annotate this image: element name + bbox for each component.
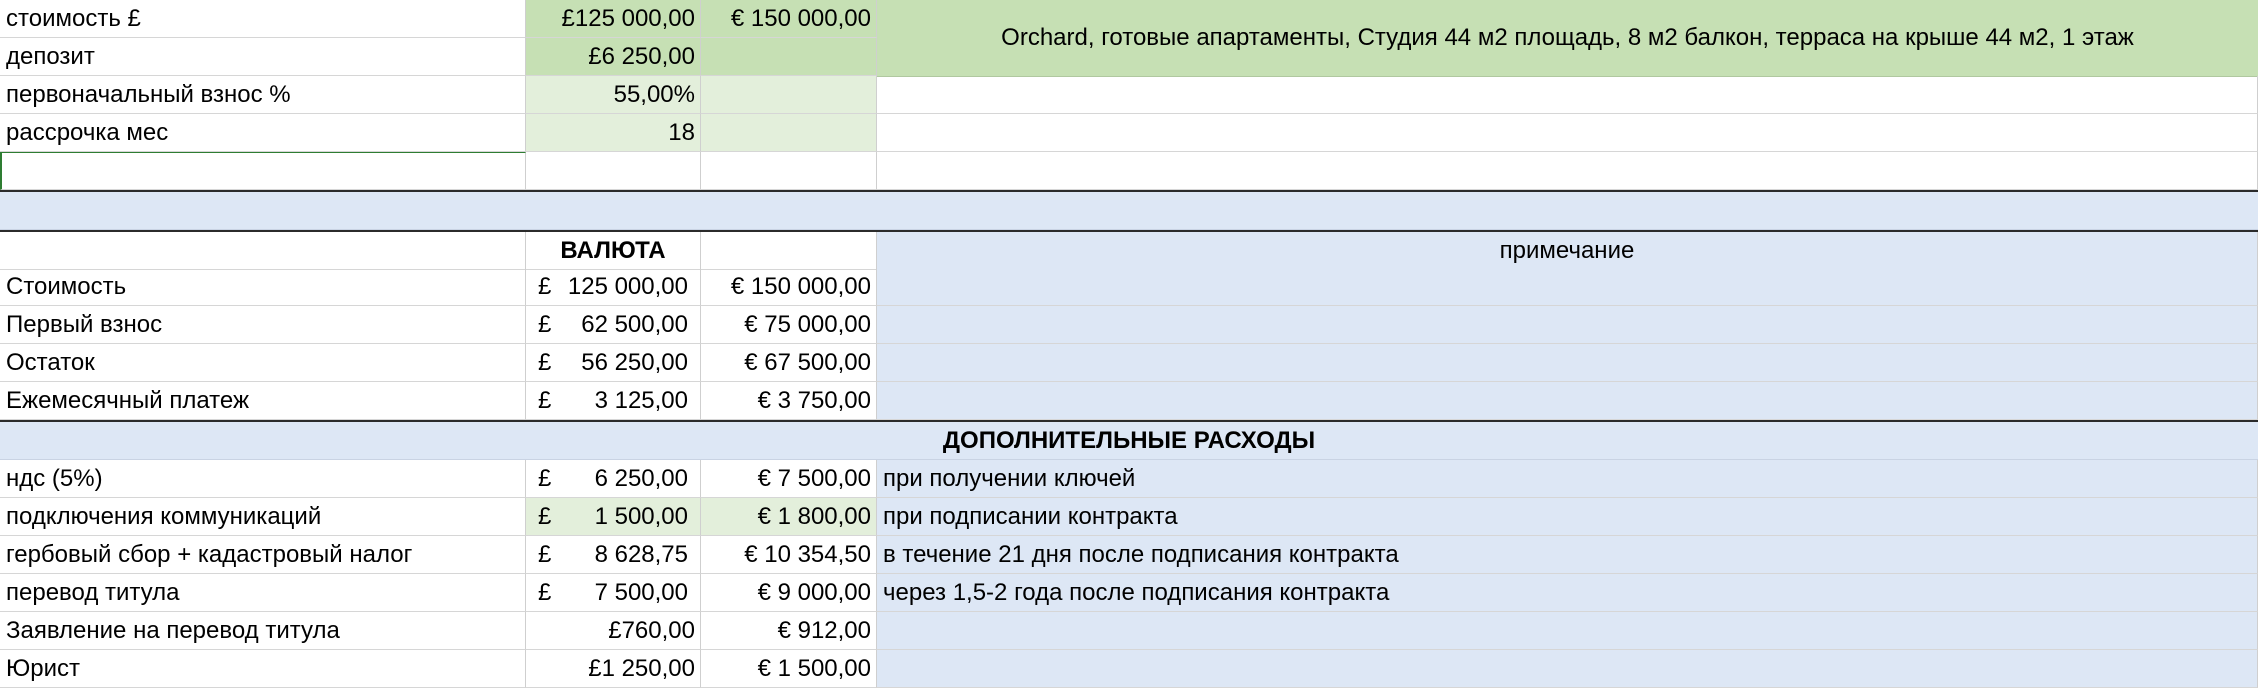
cost-eur[interactable]: € 150 000,00 (701, 0, 877, 38)
currency-symbol: £ (538, 465, 552, 492)
gbp-amount: 1 500,00 (594, 503, 688, 530)
installment-months[interactable]: 18 (526, 114, 701, 152)
eur-value[interactable]: € 912,00 (701, 612, 877, 650)
eur-value[interactable]: € 7 500,00 (701, 460, 877, 498)
gbp-amount: 6 250,00 (594, 465, 688, 492)
note-cell[interactable]: при получении ключей (877, 460, 2258, 498)
down-payment-pct[interactable]: 55,00% (526, 76, 701, 114)
row-label[interactable]: подключения коммуникаций (0, 498, 526, 536)
gbp-amount: 125 000,00 (567, 273, 688, 300)
gbp-amount: 62 500,00 (581, 311, 688, 338)
currency-symbol: £ (538, 311, 552, 338)
row-down-payment (0, 76, 2258, 114)
table-row (0, 344, 2258, 382)
selected-cell[interactable] (0, 152, 526, 190)
note-cell[interactable] (877, 612, 2258, 650)
table-row (0, 650, 2258, 688)
eur-value[interactable]: € 9 000,00 (701, 574, 877, 612)
blank-cell[interactable] (877, 152, 2258, 190)
blank-cell[interactable] (701, 152, 877, 190)
note-header[interactable]: примечание (877, 232, 2258, 270)
eur-value[interactable]: € 3 750,00 (701, 382, 877, 420)
gbp-amount: 3 125,00 (594, 387, 688, 414)
eur-value[interactable]: € 1 800,00 (701, 498, 877, 536)
gbp-amount: 56 250,00 (581, 349, 688, 376)
row-label[interactable]: Стоимость (0, 268, 526, 306)
row-label[interactable]: гербовый сбор + кадастровый налог (0, 536, 526, 574)
blank-cell[interactable] (526, 152, 701, 190)
row-label[interactable]: Заявление на перевод титула (0, 612, 526, 650)
table-row (0, 536, 2258, 574)
gbp-value[interactable] (526, 344, 701, 382)
eur-value[interactable]: € 75 000,00 (701, 306, 877, 344)
table-row (0, 574, 2258, 612)
gbp-value[interactable] (526, 268, 701, 306)
cost-gbp[interactable]: £125 000,00 (526, 0, 701, 38)
gbp-value[interactable]: £1 250,00 (526, 650, 701, 688)
eur-value[interactable]: € 150 000,00 (701, 268, 877, 306)
gbp-amount: 7 500,00 (594, 579, 688, 606)
gbp-value[interactable]: £760,00 (526, 612, 701, 650)
eur-value[interactable]: € 10 354,50 (701, 536, 877, 574)
table-row (0, 306, 2258, 344)
currency-symbol: £ (538, 541, 552, 568)
row-cost (0, 0, 2258, 38)
gbp-value[interactable] (526, 574, 701, 612)
note-cell[interactable] (877, 382, 2258, 420)
deposit-gbp[interactable]: £6 250,00 (526, 38, 701, 76)
currency-symbol: £ (538, 349, 552, 376)
table-row (0, 498, 2258, 536)
row-label[interactable]: Юрист (0, 650, 526, 688)
row-label[interactable]: ндс (5%) (0, 460, 526, 498)
installment-empty[interactable] (701, 114, 877, 152)
gbp-value[interactable] (526, 536, 701, 574)
down-payment-label[interactable]: первоначальный взнос % (0, 76, 526, 114)
gbp-value[interactable] (526, 306, 701, 344)
row-label[interactable]: Остаток (0, 344, 526, 382)
eur-value[interactable]: € 67 500,00 (701, 344, 877, 382)
currency-symbol: £ (538, 503, 552, 530)
currency-header[interactable]: ВАЛЮТА (526, 232, 701, 270)
blank-cell[interactable] (701, 232, 877, 270)
extra-costs-header-row (0, 420, 2258, 460)
empty-note-cell[interactable] (877, 114, 2258, 152)
note-cell[interactable] (877, 650, 2258, 688)
installment-label[interactable]: рассрочка мес (0, 114, 526, 152)
note-cell[interactable]: через 1,5-2 года после подписания контракта (877, 574, 2258, 612)
down-payment-empty[interactable] (701, 76, 877, 114)
currency-symbol: £ (538, 579, 552, 606)
deposit-eur-empty[interactable] (701, 38, 877, 76)
row-label[interactable]: перевод титула (0, 574, 526, 612)
row-label[interactable]: Ежемесячный платеж (0, 382, 526, 420)
row-deposit (0, 38, 2258, 76)
currency-symbol: £ (538, 273, 552, 300)
gbp-value[interactable] (526, 460, 701, 498)
property-description: Orchard, готовые апартаменты, Студия 44 м2 площадь, 8 м2 балкон, терраса на крыше 44 м2, 1 этаж (1001, 24, 2134, 51)
table-row (0, 382, 2258, 420)
note-cell[interactable] (877, 344, 2258, 382)
note-cell[interactable]: в течение 21 дня после подписания контракта (877, 536, 2258, 574)
note-cell[interactable] (877, 268, 2258, 306)
table-row (0, 612, 2258, 650)
table-row (0, 460, 2258, 498)
gbp-value[interactable] (526, 382, 701, 420)
note-cell[interactable] (877, 306, 2258, 344)
deposit-label[interactable]: депозит (0, 38, 526, 76)
gbp-amount: 8 628,75 (594, 541, 688, 568)
separator-band (0, 190, 2258, 230)
row-installment (0, 114, 2258, 152)
eur-value[interactable]: € 1 500,00 (701, 650, 877, 688)
row-currency-header (0, 230, 2258, 270)
row-blank (0, 152, 2258, 190)
empty-note-cell[interactable] (877, 76, 2258, 114)
table-row (0, 268, 2258, 306)
cost-label[interactable]: стоимость £ (0, 0, 526, 38)
currency-symbol: £ (538, 387, 552, 414)
row-label[interactable]: Первый взнос (0, 306, 526, 344)
note-cell[interactable]: при подписании контракта (877, 498, 2258, 536)
gbp-value[interactable] (526, 498, 701, 536)
extra-costs-header[interactable]: ДОПОЛНИТЕЛЬНЫЕ РАСХОДЫ (942, 426, 1316, 454)
blank-cell[interactable] (0, 232, 526, 270)
